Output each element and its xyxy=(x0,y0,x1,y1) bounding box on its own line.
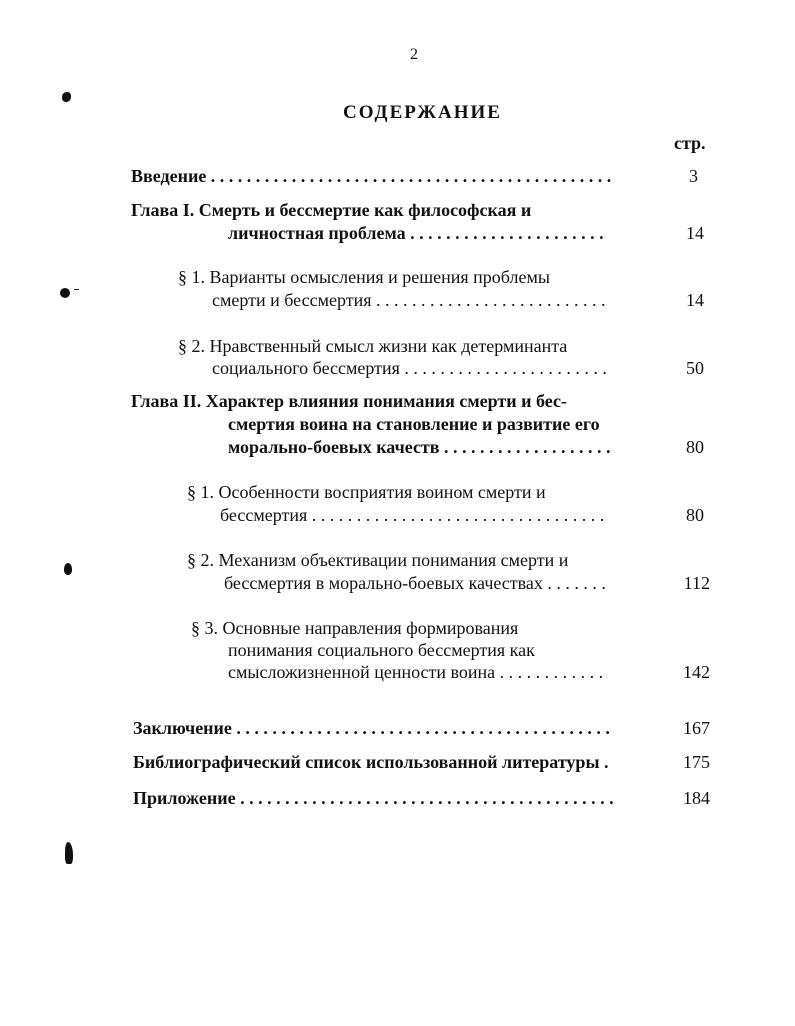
toc-page-number: 175 xyxy=(683,752,710,772)
page-title: СОДЕРЖАНИЕ xyxy=(343,102,502,123)
toc-page-number: 80 xyxy=(686,437,704,457)
toc-entry-section-2-1-cont: бессмертия . . . . . . . . . . . . . . . . . . . . . . . . . . . . . . . . . xyxy=(220,505,605,525)
toc-entry-section-2-3-cont: понимания социального бессмертия как xyxy=(228,640,535,660)
toc-page-number: 14 xyxy=(686,223,704,243)
toc-entry-section-2-3: § 3. Основные направления формирования xyxy=(191,618,519,638)
toc-entry-chapter-2-cont: смертия воина на становление и развитие его xyxy=(228,414,600,434)
toc-entry-section-2-1: § 1. Особенности восприятия воином смерти и xyxy=(187,482,546,502)
toc-entry-section-1-1-cont: смерти и бессмертия . . . . . . . . . . . . . . . . . . . . . . . . . . xyxy=(212,290,606,310)
toc-entry-section-2-3-cont: смысложизненной ценности воина . . . . . . . . . . . . xyxy=(228,662,604,682)
toc-entry-section-1-2: § 2. Нравственный смысл жизни как детерминанта xyxy=(178,336,568,356)
scan-mark xyxy=(62,92,71,102)
toc-entry-chapter-2-cont: морально-боевых качеств . . . . . . . . . . . . . . . . . . . xyxy=(228,437,611,457)
toc-entry-section-2-2: § 2. Механизм объективации понимания смерти и xyxy=(187,550,569,570)
scan-mark xyxy=(65,842,73,864)
scan-mark xyxy=(60,288,70,298)
toc-page-number: 80 xyxy=(686,505,704,525)
toc-entry-section-1-2-cont: социального бессмертия . . . . . . . . . . . . . . . . . . . . . . . xyxy=(212,358,607,378)
toc-entry-section-1-1: § 1. Варианты осмысления и решения проблемы xyxy=(178,267,550,287)
page-column-label: стр. xyxy=(674,133,706,153)
scan-mark xyxy=(64,563,72,575)
toc-entry-bibliography: Библиографический список использованной литературы . xyxy=(133,752,609,772)
toc-entry-chapter-1-cont: личностная проблема . . . . . . . . . . . . . . . . . . . . . . xyxy=(228,223,604,243)
toc-entry-chapter-2: Глава II. Характер влияния понимания смерти и бес- xyxy=(131,391,567,411)
toc-page-number: 184 xyxy=(683,788,710,808)
toc-entry-section-2-2-cont: бессмертия в морально-боевых качествах . . . . . . . xyxy=(224,573,606,593)
page-number: 2 xyxy=(410,46,418,63)
toc-page-number: 167 xyxy=(683,718,710,738)
toc-page-number: 142 xyxy=(683,662,710,682)
toc-entry-conclusion: Заключение . . . . . . . . . . . . . . . . . . . . . . . . . . . . . . . . . . . . . . . . . . xyxy=(133,718,610,738)
toc-page-number: 112 xyxy=(683,573,710,593)
scan-mark xyxy=(74,289,79,290)
toc-page-number: 3 xyxy=(689,166,698,186)
toc-page-number: 14 xyxy=(686,290,704,310)
toc-entry-chapter-1: Глава I. Смерть и бессмертие как философская и xyxy=(131,200,532,220)
toc-entry-appendix: Приложение . . . . . . . . . . . . . . . . . . . . . . . . . . . . . . . . . . . . . . . . . . xyxy=(133,788,614,808)
toc-page-number: 50 xyxy=(686,358,704,378)
toc-entry-introduction: Введение . . . . . . . . . . . . . . . . . . . . . . . . . . . . . . . . . . . . . . . . . . . . . xyxy=(131,166,612,186)
